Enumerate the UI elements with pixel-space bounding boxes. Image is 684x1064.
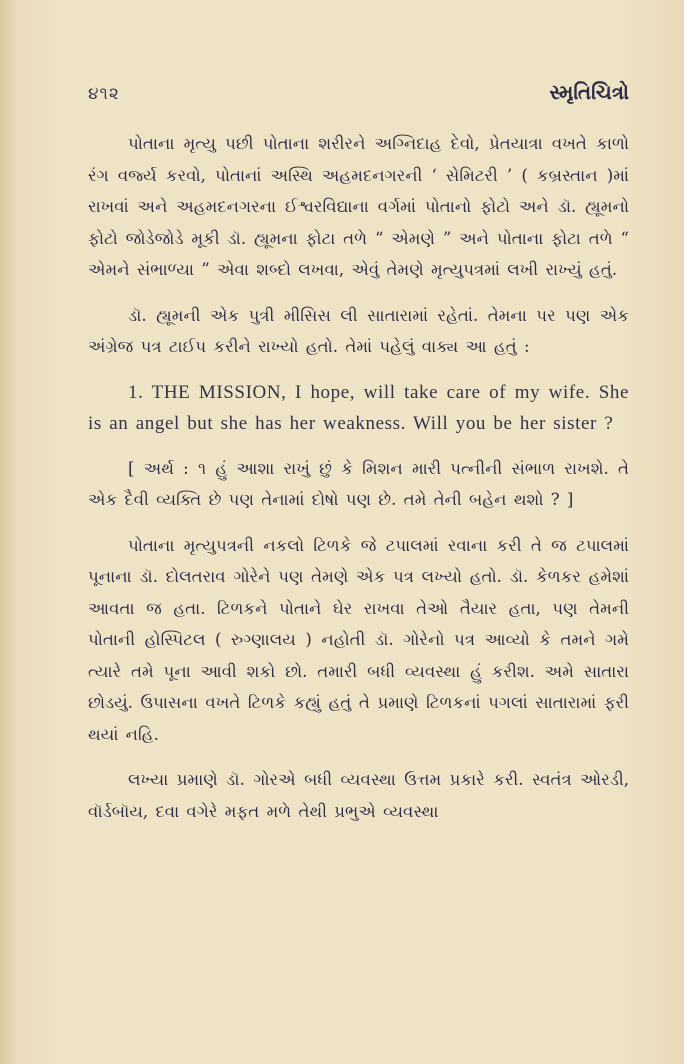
paragraph-translation: [ અર્થ : ૧ હું આશા રાખું છું કે મિશન મારી પત્નીની સંભાળ રાખશે. તે એક દૈવી વ્યક્તિ છે પણ તેનામાં દોષો પણ છે. તમે તેની બહેન થશો ? ]	[88, 458, 629, 509]
paragraph-will-instructions: પોતાના મૃત્યુ પછી પોતાના શરીરને અગ્નિદાહ દેવો, પ્રેતયાત્રા વખતે કાળો રંગ વર્જ્ય કરવો, પોતાનાં અસ્થિ અહમદનગરની ‘ સેમિટરી ’ ( કબ્રસ્તાન )માં રાખવાં અને અહમદનગરના ઈશ્વરવિદ્યાના વર્ગમાં પોતાનો ફોટો અને ડૉ. હ્યૂમનો ફોટો જોડેજોડે મૂકી ડૉ. હ્યૂમના ફોટા તળે “ એમણે ” અને પોતાના ફોટા તળે “ એમને સંભાળ્યા ” એવા શબ્દો લખવા, એવું તેમણે મૃત્યુપત્રમાં લખી રાખ્યું હતું.	[88, 134, 629, 279]
page-body	[88, 128, 629, 841]
paragraph-letter-gore: પોતાના મૃત્યુપત્રની નકલો ટિળકે જે ટપાલમાં રવાના કરી તે જ ટપાલમાં પૂનાના ડૉ. દોલતરાવ ગોરેને પણ તેમણે એક પત્ર લખ્યો હતો. ડૉ. કેળકર હમેશાં આવતા જ હતા. ટિળકને પોતાને ઘેર રાખવા તેઓ તૈયાર હતા, પણ તેમની પોતાની હોસ્પિટલ ( રુગ્ણાલય ) નહોતી ડૉ. ગોરેનો પત્ર આવ્યો કે તમને ગમે ત્યારે તમે પૂના આવી શકો છો. તમારી બધી વ્યવસ્થા હું કરીશ. અમે સાતારા છોડયું. ઉપાસના વખતે ટિળકે કહ્યું હતું તે પ્રમાણે ટિળકનાં પગલાં સાતારામાં ફરી થયાં નહિ.	[88, 535, 629, 744]
paragraph-english-quote: 1. THE MISSION, I hope, will take care of my wife. She is an angel but she has her weakness. Will you be her sister ?	[88, 381, 629, 434]
running-title: સ્મૃતિચિત્રો	[549, 80, 629, 104]
page-number: ૪૧૨	[88, 84, 120, 104]
running-header	[88, 80, 629, 104]
paragraph-letter-intro: ડૉ. હ્યૂમની એક પુત્રી મીસિસ લી સાતારામાં રહેતાં. તેમના પર પણ એક અંગ્રેજ પત્ર ટાઈપ કરીને રાખ્યો હતો. તેમાં પહેલું વાક્ય આ હતું :	[88, 305, 629, 356]
paragraph-arrangements: લખ્યા પ્રમાણે ડૉ. ગોરએ બધી વ્યવસ્થા ઉત્તમ પ્રકારે કરી. સ્વતંત્ર ઓરડી, વૉર્ડબૉય, દવા વગેરે મફત મળે તેથી પ્રભુએ વ્યવસ્થા	[88, 770, 629, 821]
